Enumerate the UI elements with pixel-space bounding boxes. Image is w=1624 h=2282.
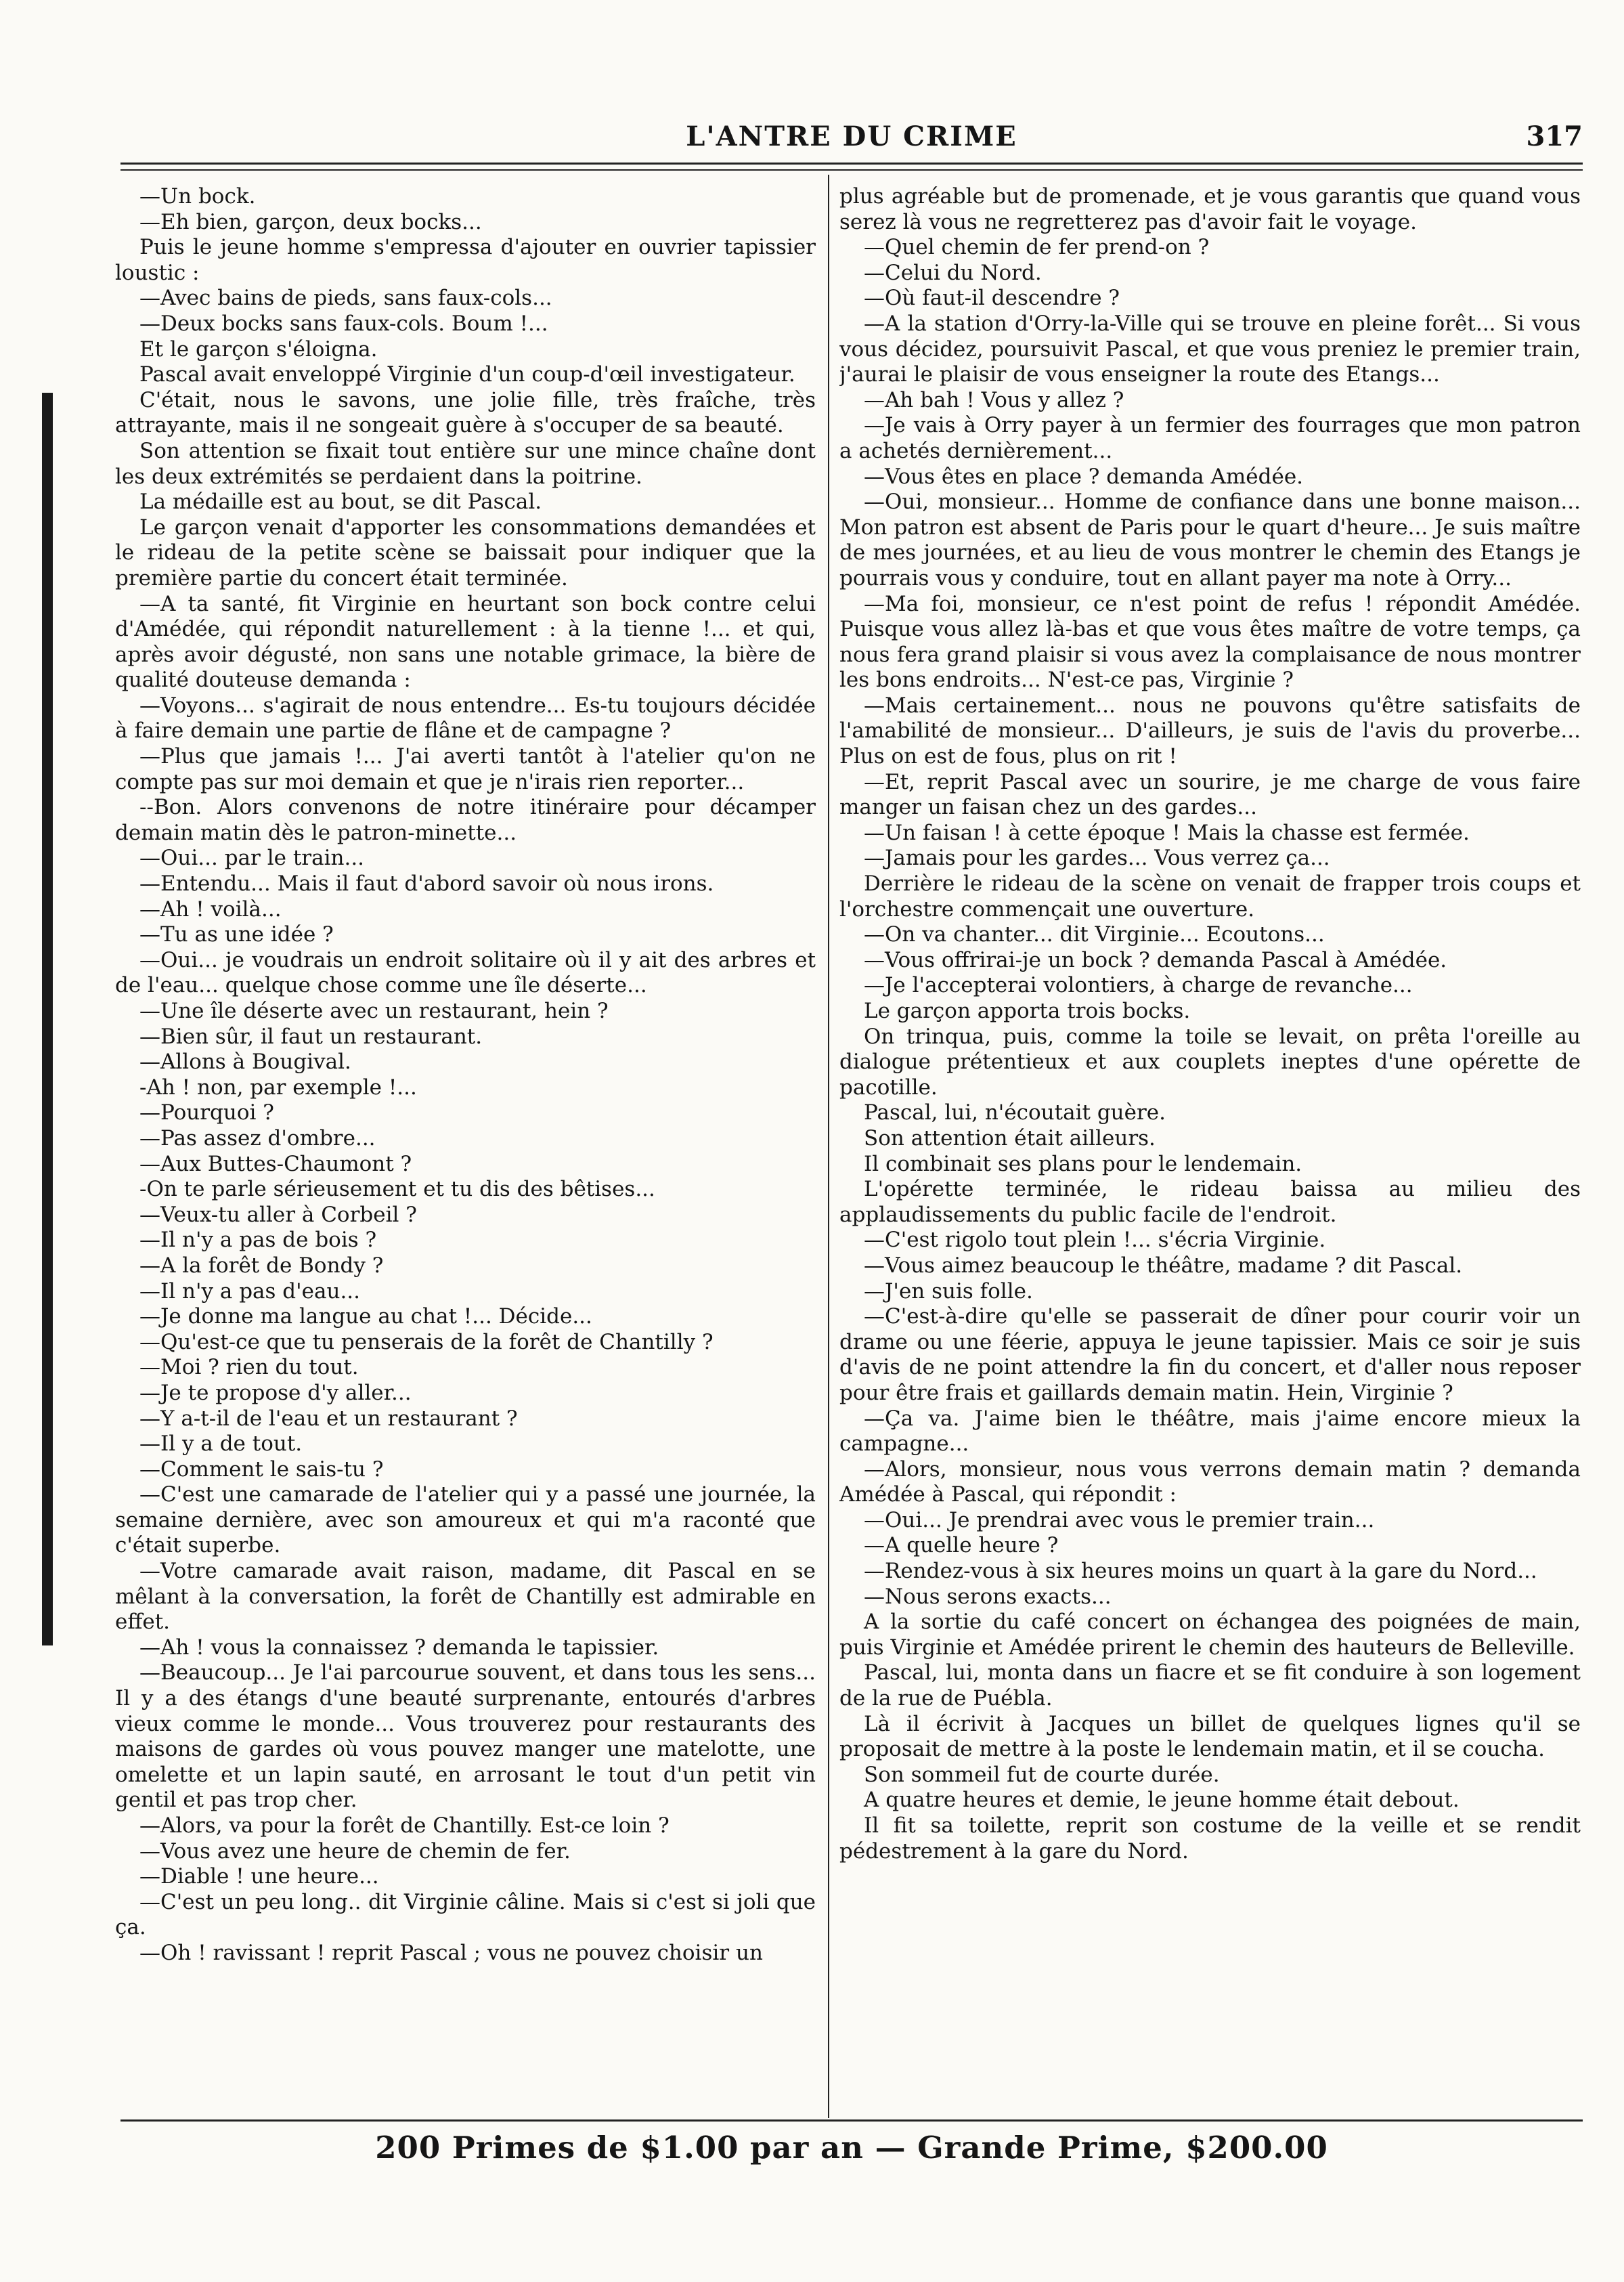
paragraph: La médaille est au bout, se dit Pascal. (139, 490, 542, 515)
paragraph: —Votre camarade avait raison, madame, dit Pascal en se mêlant à la conversation, la forêt de Chantilly est admirable en effet. (115, 1559, 816, 1635)
paragraph: —Tu as une idée ? (139, 922, 334, 947)
paragraph: —C'est une camarade de l'atelier qui y a passé une journée, la semaine dernière, avec son amoureux et qui m'a raconté que c'était superbe. (115, 1482, 816, 1558)
paragraph: —On va chanter... dit Virginie... Ecoutons... (864, 922, 1325, 947)
paragraph: Son attention était ailleurs. (864, 1125, 1156, 1150)
paragraph: —Vous êtes en place ? demanda Amédée. (864, 464, 1304, 489)
paragraph: —Vous avez une heure de chemin de fer. (139, 1838, 571, 1864)
paragraph: —Vous offrirai-je un bock ? demanda Pascal à Amédée. (864, 947, 1447, 972)
paragraph: —A ta santé, fit Virginie en heurtant son bock contre celui d'Amédée, qui répondit naturellement : à la tienne !... et qui, après avoir dégusté, non sans une notable grimace, la bière de qualité douteuse demanda : (115, 591, 816, 693)
paragraph: Le garçon venait d'apporter les consommations demandées et le rideau de la petite scène se baissait pour indiquer que la première partie du concert était terminée. (115, 515, 816, 590)
header-rule (120, 163, 1583, 165)
paragraph: —Vous aimez beaucoup le théâtre, madame ? dit Pascal. (864, 1253, 1463, 1278)
paragraph: —Eh bien, garçon, deux bocks... (139, 209, 482, 234)
paragraph: —C'est un peu long.. dit Virginie câline. Mais si c'est si joli que ça. (115, 1889, 816, 1940)
paragraph: —Comment le sais-tu ? (139, 1457, 384, 1482)
paragraph: —Pas assez d'ombre... (139, 1125, 376, 1150)
paragraph: —Bien sûr, il faut un restaurant. (139, 1024, 483, 1049)
paragraph: —Je vais à Orry payer à un fermier des fourrages que mon patron a achetés dernièrement... (839, 413, 1581, 463)
paragraph: Pascal avait enveloppé Virginie d'un coup-d'œil investigateur. (139, 362, 795, 387)
footer-rule (120, 2119, 1583, 2122)
paragraph: plus agréable but de promenade, et je vous garantis que quand vous serez là vous ne regretterez pas d'avoir fait le voyage. (839, 184, 1581, 234)
paragraph: L'opérette terminée, le rideau baissa au milieu des applaudissements du public facile de l'endroit. (839, 1177, 1581, 1227)
paragraph: —Qu'est-ce que tu penserais de la forêt de Chantilly ? (139, 1329, 714, 1354)
paragraph: Son sommeil fut de courte durée. (864, 1762, 1220, 1787)
paragraph: —Beaucoup... Je l'ai parcourue souvent, et dans tous les sens... Il y a des étangs d'une beauté surprenante, entourés d'arbres vieux comme le monde... Vous trouverez pour restaurants des maisons de gardes où vous pouvez manger une matelotte, une omelette et un lapin sauté, en arrosant le tout d'un petit vin gentil et pas trop cher. (115, 1660, 816, 1813)
paragraph: —Entendu... Mais il faut d'abord savoir où nous irons. (139, 871, 714, 897)
paragraph: —Avec bains de pieds, sans faux-cols... (139, 286, 552, 311)
paragraph: —Et, reprit Pascal avec un sourire, je me charge de vous faire manger un faisan chez un des gardes... (839, 769, 1581, 820)
page-header (120, 121, 1583, 154)
paragraph: Le garçon apporta trois bocks. (864, 999, 1191, 1023)
paragraph: —C'est rigolo tout plein !... s'écria Virginie. (864, 1228, 1326, 1253)
paragraph: —Ah ! vous la connaissez ? demanda le tapissier. (139, 1635, 659, 1660)
paragraph: C'était, nous le savons, une jolie fille, très fraîche, très attrayante, mais il ne songeait guère à s'occuper de sa beauté. (115, 387, 816, 438)
paragraph: --Bon. Alors convenons de notre itinéraire pour décamper demain matin dès le patron-minette... (115, 795, 816, 845)
page-number: 317 (1526, 121, 1583, 152)
paragraph: —Celui du Nord. (864, 260, 1042, 285)
left-column (115, 184, 816, 2114)
column-divider (828, 175, 829, 2118)
paragraph: —Ah ! voilà... (139, 897, 282, 922)
paragraph: —Je l'accepterai volontiers, à charge de revanche... (864, 973, 1413, 998)
paragraph: —Veux-tu aller à Corbeil ? (139, 1202, 417, 1227)
paragraph: —Ma foi, monsieur, ce n'est point de refus ! répondit Amédée. Puisque vous allez là-bas et que vous êtes maître de votre temps, ça nous fera grand plaisir si vous avez la complaisance de nous montrer les bons endroits... N'est-ce pas, Virginie ? (839, 591, 1581, 693)
paragraph: —Il y a de tout. (139, 1431, 303, 1457)
paragraph: —Diable ! une heure... (139, 1864, 379, 1889)
paragraph: —J'en suis folle. (864, 1278, 1033, 1304)
paragraph: —Moi ? rien du tout. (139, 1355, 359, 1380)
paragraph: —Alors, va pour la forêt de Chantilly. Est-ce loin ? (139, 1813, 670, 1838)
paragraph: —Oui... Je prendrai avec vous le premier train... (864, 1507, 1375, 1532)
paragraph: Son attention se fixait tout entière sur une mince chaîne dont les deux extrémités se perdaient dans la poitrine. (115, 438, 816, 489)
paragraph: —Jamais pour les gardes... Vous verrez ça... (864, 846, 1330, 871)
paragraph: On trinqua, puis, comme la toile se levait, on prêta l'oreille au dialogue prétentieux et aux couplets ineptes d'une opérette de pacotille. (839, 1024, 1581, 1100)
paragraph: —A la forêt de Bondy ? (139, 1253, 384, 1278)
paragraph: —Mais certainement... nous ne pouvons qu'être satisfaits de l'amabilité de monsieur... D'ailleurs, je suis de l'avis du proverbe... Plus on est de fous, plus on rit ! (839, 693, 1581, 769)
paragraph: -Ah ! non, par exemple !... (139, 1075, 417, 1100)
paragraph: Là il écrivit à Jacques un billet de quelques lignes qu'il se proposait de mettre à la poste le lendemain matin, et il se coucha. (839, 1711, 1581, 1762)
paragraph: —Voyons... s'agirait de nous entendre... Es-tu toujours décidée à faire demain une partie de flâne et de campagne ? (115, 693, 816, 744)
running-title: L'ANTRE DU CRIME (686, 121, 1017, 152)
paragraph: —Ça va. J'aime bien le théâtre, mais j'aime encore mieux la campagne... (839, 1406, 1581, 1457)
paragraph: —Y a-t-il de l'eau et un restaurant ? (139, 1406, 518, 1431)
margin-scan-bar (42, 393, 53, 1645)
paragraph: —Un bock. (139, 184, 256, 209)
paragraph: —Oui... par le train... (139, 846, 365, 871)
paragraph: Et le garçon s'éloigna. (139, 337, 378, 362)
paragraph: —Je donne ma langue au chat !... Décide... (139, 1304, 592, 1329)
paragraph: Pascal, lui, n'écoutait guère. (864, 1100, 1166, 1125)
paragraph: —Où faut-il descendre ? (864, 286, 1120, 311)
right-column (839, 184, 1581, 2114)
paragraph: —Deux bocks sans faux-cols. Boum !... (139, 311, 548, 336)
paragraph: —Oui, monsieur... Homme de confiance dans une bonne maison... Mon patron est absent de Paris pour le quart d'heure... Je suis maître de mes journées, et au lieu de vous montrer le chemin des Etangs je pourrais vous y conduire, tout en allant payer ma note à Orry... (839, 490, 1581, 590)
paragraph: —A quelle heure ? (864, 1533, 1059, 1558)
paragraph: —Oh ! ravissant ! reprit Pascal ; vous ne pouvez choisir un (139, 1940, 763, 1965)
paragraph: —A la station d'Orry-la-Ville qui se trouve en pleine forêt... Si vous vous décidez, poursuivit Pascal, et que vous preniez le premier train, j'aurai le plaisir de vous enseigner la route des Etangs... (839, 311, 1581, 387)
paragraph: —Aux Buttes-Chaumont ? (139, 1151, 412, 1176)
paragraph: Pascal, lui, monta dans un fiacre et se fit conduire à son logement de la rue de Puébla. (839, 1660, 1581, 1711)
paragraph: —Rendez-vous à six heures moins un quart à la gare du Nord... (864, 1559, 1537, 1584)
paragraph: —Une île déserte avec un restaurant, hein ? (139, 999, 609, 1023)
paragraph: Il fit sa toilette, reprit son costume de la veille et se rendit pédestrement à la gare du Nord. (839, 1813, 1581, 1864)
paragraph: —Plus que jamais !... J'ai averti tantôt à l'atelier qu'on ne compte pas sur moi demain et que je n'irais rien reporter... (115, 744, 816, 794)
paragraph: —Alors, monsieur, nous vous verrons demain matin ? demanda Amédée à Pascal, qui répondit : (839, 1457, 1581, 1507)
paragraph: -On te parle sérieusement et tu dis des bêtises... (139, 1177, 655, 1202)
paragraph: Il combinait ses plans pour le lendemain. (864, 1151, 1302, 1176)
paragraph: —Pourquoi ? (139, 1100, 274, 1125)
paragraph: —Nous serons exacts... (864, 1584, 1112, 1609)
paragraph: —C'est-à-dire qu'elle se passerait de dîner pour courir voir un drame ou une féerie, appuya le jeune tapissier. Mais ce soir je suis d'avis de ne point attendre la fin du concert, et d'aller nous reposer pour être frais et gaillards demain matin. Hein, Virginie ? (839, 1304, 1581, 1405)
header-rule-thin (120, 169, 1583, 171)
paragraph: —Oui... je voudrais un endroit solitaire où il y ait des arbres et de l'eau... quelque chose comme une île déserte... (115, 947, 816, 998)
paragraph: —Je te propose d'y aller... (139, 1380, 412, 1405)
paragraph: Puis le jeune homme s'empressa d'ajouter en ouvrier tapissier loustic : (115, 235, 816, 285)
paragraph: —Il n'y a pas de bois ? (139, 1228, 377, 1253)
paragraph: —Un faisan ! à cette époque ! Mais la chasse est fermée. (864, 820, 1470, 845)
paragraph: —Allons à Bougival. (139, 1050, 351, 1075)
paragraph: —Quel chemin de fer prend-on ? (864, 235, 1210, 260)
footer-advert: 200 Primes de $1.00 par an — Grande Prime, $200.00 (375, 2130, 1328, 2166)
paragraph: —Ah bah ! Vous y allez ? (864, 387, 1124, 412)
paragraph: Derrière le rideau de la scène on venait de frapper trois coups et l'orchestre commençait une ouverture. (839, 871, 1581, 922)
paragraph: —Il n'y a pas d'eau... (139, 1278, 361, 1304)
paragraph: A la sortie du café concert on échangea des poignées de main, puis Virginie et Amédée prirent le chemin des hauteurs de Belleville. (839, 1610, 1581, 1660)
paragraph: A quatre heures et demie, le jeune homme était debout. (864, 1788, 1460, 1813)
